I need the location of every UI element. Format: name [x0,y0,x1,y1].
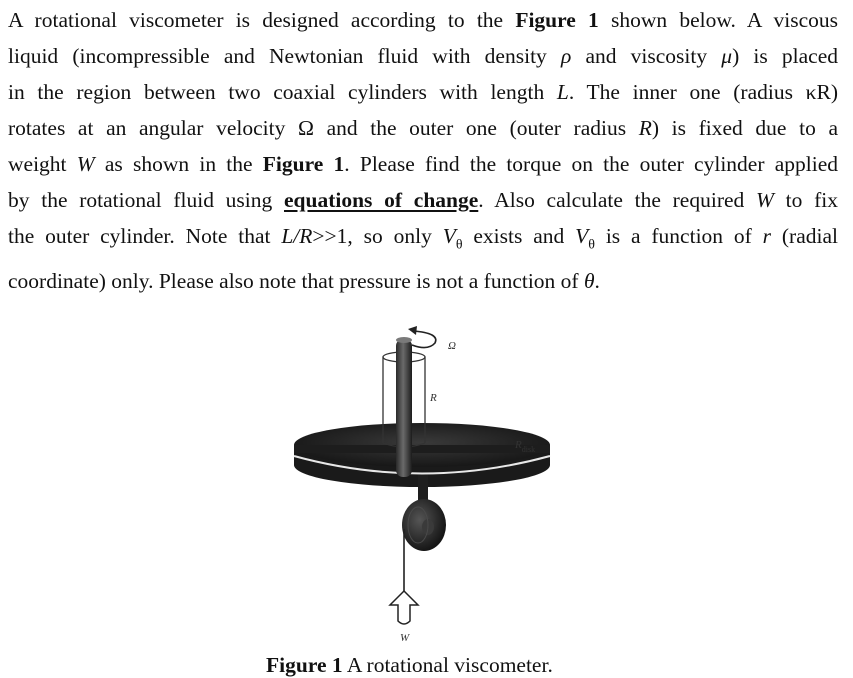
text-run: to fix [773,188,838,212]
problem-line-3 [8,74,838,110]
omega-label: Ω [448,340,456,352]
text-run: shown below. A viscous [598,8,838,32]
problem-line-7 [8,218,838,263]
inner-rod [396,337,412,477]
problem-line-1 [8,2,838,38]
figure-ref: Figure 1 [262,152,345,176]
text-run: and viscosity [571,44,722,68]
theta-symbol: θ [583,269,595,294]
weight-symbol: W [76,152,95,176]
equations-of-change-emphasis: equations of change [284,188,479,212]
velocity-symbol: V [442,224,456,248]
figure-caption [266,652,553,678]
text-run: liquid (incompressible and Newtonian fluid with density [8,44,561,68]
caption-label: Figure 1 [266,653,343,677]
radius-label: R [430,392,437,404]
rotation-arrow-icon [408,326,436,348]
text-run: weight [8,152,77,176]
problem-line-6 [8,182,838,218]
length-symbol: L [556,80,569,104]
viscometer-figure [270,315,600,660]
problem-statement [8,2,838,299]
ratio-symbol: L/R [281,224,313,248]
text-run: as shown in the [94,152,263,176]
theta-subscript: θ [455,237,463,253]
text-run: >>1, so only [312,224,443,248]
viscosity-symbol: μ [721,44,733,68]
text-run: exists and [462,224,576,248]
text-run: A rotational viscometer is designed according to the [8,8,516,32]
density-symbol: ρ [560,44,572,68]
text-run: by the rotational fluid using [8,188,284,212]
problem-line-2 [8,38,838,74]
radial-symbol: r [762,224,772,248]
weight-hanger [390,591,418,624]
problem-line-8 [8,263,838,299]
text-run: . Also calculate the required [478,188,757,212]
weight-label: W [400,632,410,644]
velocity-symbol: V [575,224,589,248]
text-run: ) is fixed due to a [651,116,838,140]
weight-symbol: W [756,188,774,212]
text-run: in the region between two coaxial cylinders with length [8,80,557,104]
text-run: . Please find the torque on the outer cylinder applied [344,152,838,176]
radius-symbol: R [638,116,652,140]
theta-subscript: θ [588,237,595,253]
disk-rim [294,445,550,453]
text-run: coordinate) only. Please also note that pressure is not a function of [8,269,584,294]
problem-line-5 [8,146,838,182]
problem-line-4 [8,110,838,146]
caption-text: A rotational viscometer. [342,653,553,677]
text-run: . The inner one (radius κR) [568,80,838,104]
text-run: is a function of [594,224,763,248]
pulley [402,499,446,551]
text-run: the outer cylinder. Note that [8,224,282,248]
disk-radius-label: $R_{disk}$ [515,439,536,454]
viscometer-drawing [270,315,600,660]
text-run: rotates at an angular velocity Ω and the outer one (outer radius [8,116,639,140]
text-run: . [594,269,600,294]
text-run: ) is placed [732,44,838,68]
text-run: (radial [771,224,838,248]
figure-ref: Figure 1 [515,8,599,32]
